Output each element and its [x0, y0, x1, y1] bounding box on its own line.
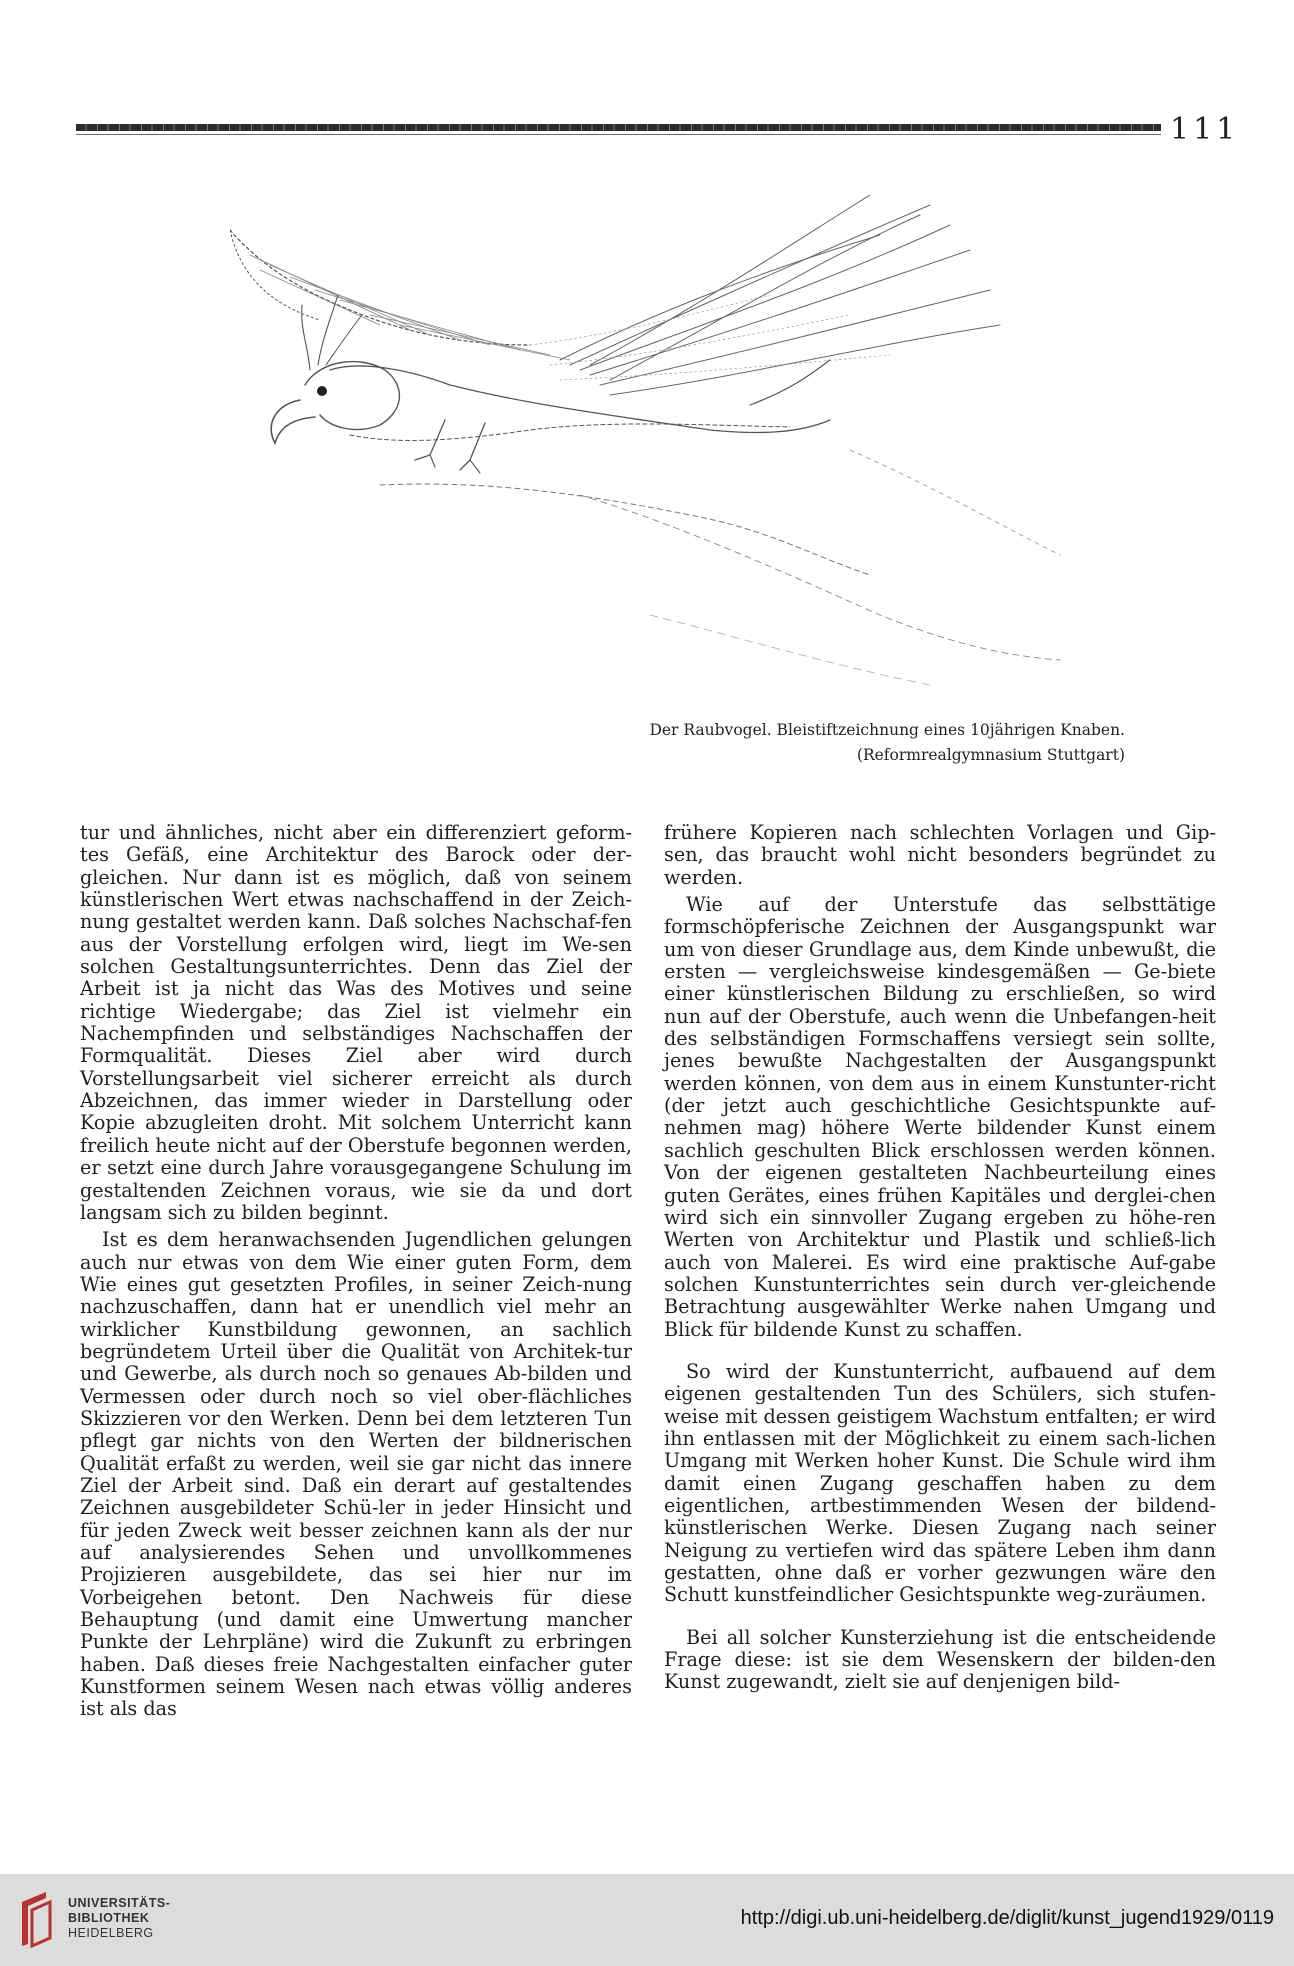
header-rule — [76, 124, 1161, 131]
paragraph: Wie auf der Unterstufe das selbsttätige formschöpferische Zeichnen der Ausgangspunkt war um von dieser Grundlage aus, dem Kinde unbewußt, die ersten — vergleichsweise kindesgemäßen — Ge-biete einer künstlerischen Bildung zu erschließen, so wird nun auf der Oberstufe, auch wenn die Unbefangen-heit des selbständigen Formschaffens versiegt sein sollte, jenes bewußte Nachgestalten der Ausgangspunkt werden können, von dem aus in einem Kunstunter-richt (der jetzt auch geschichtliche Gesichtspunkte auf-nehmen mag) höhere Werte bildender Kunst einem sachlich geschulten Blick erschlossen werden können. Von der eigenen gestalteten Nachbeurteilung eines guten Gerätes, eines frühen Kapitäles und derglei-chen wird sich ein sinnvoller Zugang ergeben zu höhe-ren Werten von Architektur und Plastik und schließ-lich auch von Malerei. Es wird eine praktische Auf-gabe solchen Kunstunterrichtes sein durch ver-gleichende Betrachtung ausgewählter Werke nahen Umgang und Blick für bildende Kunst zu schaffen. — [664, 893, 1216, 1341]
library-name-line: BIBLIOTHEK — [68, 1911, 150, 1925]
caption-line-1: Der Raubvogel. Bleistiftzeichnung eines 10jährigen Knaben. — [649, 721, 1125, 739]
library-name-line: UNIVERSITÄTS- — [68, 1896, 171, 1910]
library-logo-icon — [16, 1888, 56, 1950]
figure-caption — [560, 718, 1125, 768]
paragraph: tur und ähnliches, nicht aber ein differenziert geform-tes Gefäß, eine Architektur des Barock oder der-gleichen. Nur dann ist es möglich, daß von seinem künstlerischen Wert etwas nachschaffend in der Zeich-nung gestaltet werden kann. Daß solches Nachschaf-fen aus der Vorstellung erfolgen wird, liegt im We-sen solchen Gestaltungsunterrichtes. Denn das Ziel der Arbeit ist ja nicht das Was des Motives und seine richtige Wiedergabe; das Ziel ist vielmehr ein Nachempfinden und selbständiges Nachschaffen der Formqualität. Dieses Ziel aber wird durch Vorstellungsarbeit viel sicherer erreicht als durch Abzeichnen, das immer wieder in Darstellung oder Kopie abzugleiten droht. Mit solchem Unterricht kann freilich heute nicht auf der Oberstufe begonnen werden, er setzt eine durch Jahre vorausgegangene Schulung im gestaltenden Zeichnen voraus, wie sie da und dort langsam sich zu bilden beginnt. — [80, 821, 632, 1224]
source-url: http://digi.ub.uni-heidelberg.de/diglit/kunst_jugend1929/0119 — [740, 1907, 1274, 1929]
library-name — [68, 1896, 170, 1941]
paragraph: frühere Kopieren nach schlechten Vorlagen und Gip-sen, das braucht wohl nicht besonders begründet zu werden. — [664, 821, 1216, 889]
paragraph: Ist es dem heranwachsenden Jugendlichen gelungen auch nur etwas von dem Wie einer guten Form, dem Wie eines gut gesetzten Profiles, in seiner Zeich-nung nachzuschaffen, dann hat er unendlich viel mehr an wirklicher Kunstbildung gewonnen, an sachlich begründetem Urteil über die Qualität von Architek-tur und Gewerbe, als durch noch so genaues Ab-bilden und Vermessen oder durch noch so viel ober-flächliches Skizzieren vor den Werken. Denn bei dem letzteren Tun pflegt gar nichts von den Werten der bildnerischen Qualität erfaßt zu werden, weil sie gar nicht das innere Ziel der Arbeit sind. Daß ein derart auf gestaltendes Zeichnen ausgebildeter Schü-ler in jeder Hinsicht und für jeden Zweck weit besser zeichnen kann als der nur auf analysierendes Sehen und unvollkommenes Projizieren ausgebildete, das sei hier nur im Vorbeigehen betont. Den Nachweis für diese Behauptung (und damit eine Umwertung mancher Punkte der Lehrpläne) wird die Zukunft zu erbringen haben. Daß dieses freie Nachgestalten einfacher guter Kunstformen seinem Wesen nach etwas völlig anderes ist als das — [80, 1228, 632, 1721]
right-text-column — [664, 822, 1216, 1694]
left-text-column — [80, 822, 632, 1721]
paragraph: So wird der Kunstunterricht, aufbauend auf dem eigenen gestaltenden Tun des Schülers, sich stufen-weise mit dessen geistigem Wachstum entfalten; er wird ihn entlassen mit der Möglichkeit zu einem sach-lichen Umgang mit Werken hoher Kunst. Die Schule wird ihm damit einen Zugang geschaffen haben zu dem eigentlichen, artbestimmenden Wesen der bildend-künstlerischen Werke. Diesen Zugang nach seiner Neigung zu vertiefen wird das spätere Leben ihm dann gestatten, ohne daß er vorher gezwungen wäre den Schutt kunstfeindlicher Gesichtspunkte weg-zuräumen. — [664, 1359, 1216, 1607]
footer-bar — [0, 1874, 1294, 1966]
library-name-line: HEIDELBERG — [68, 1926, 154, 1940]
paragraph: Bei all solcher Kunsterziehung ist die entscheidende Frage diese: ist sie dem Wesenskern der bilden-den Kunst zugewandt, zielt sie auf denjenigen bild- — [664, 1625, 1216, 1694]
caption-line-2: (Reformrealgymnasium Stuttgart) — [856, 746, 1125, 764]
header-rule-thin — [76, 134, 1161, 135]
page-number: 111 — [1170, 112, 1240, 147]
bird-drawing-illustration — [230, 195, 1110, 715]
